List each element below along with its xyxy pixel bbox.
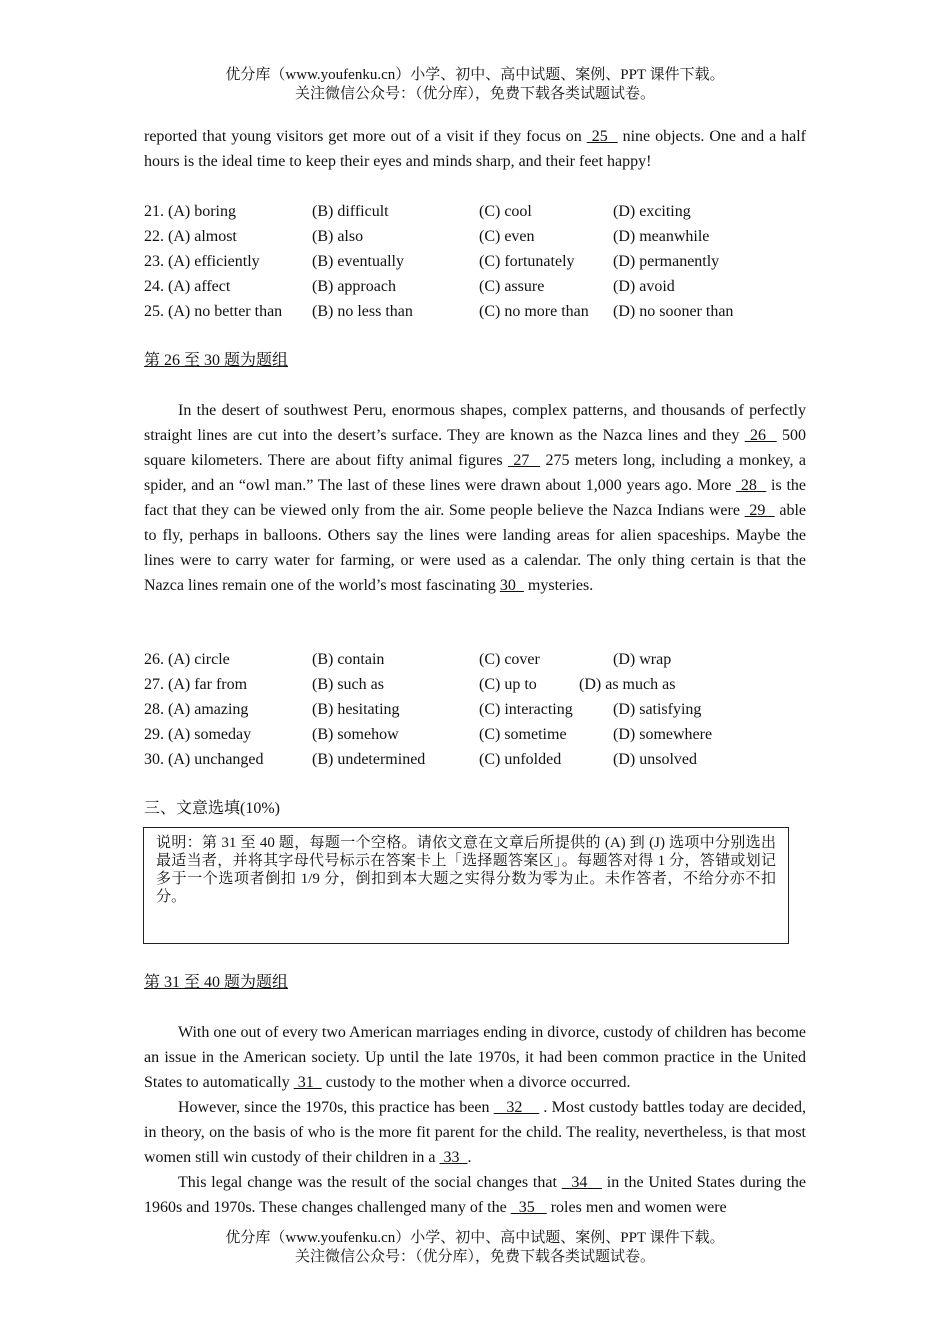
text: nine objects. One and a half hours is the ideal time to keep their eyes and minds sharp, and their feet happy! — [144, 128, 807, 170]
text: 500 square kilometers. There are about fifty animal figures — [144, 427, 807, 469]
option-a: 30. (A) unchanged — [144, 751, 264, 768]
text: In the desert of southwest Peru, enormous shapes, complex patterns, and thousands of perfectly straight lines are cut into the desert’s surface. They are known as the Nazca lines and they — [144, 402, 806, 444]
option-row — [144, 249, 806, 274]
option-b: (B) contain — [312, 651, 385, 668]
group-title-26-30: 第 26 至 30 题为题组 — [144, 352, 289, 369]
option-d: (D) unsolved — [613, 751, 697, 768]
option-d: (D) meanwhile — [613, 228, 710, 245]
text: mysteries. — [523, 577, 594, 594]
option-d: (D) somewhere — [613, 726, 713, 743]
blank-33: 33 — [439, 1149, 468, 1166]
blank-32: 32 — [493, 1099, 540, 1116]
text: However, since the 1970s, this practice has been — [178, 1099, 494, 1116]
option-d: (D) avoid — [613, 278, 675, 295]
option-d: (D) satisfying — [613, 701, 702, 718]
option-c: (C) even — [479, 228, 535, 245]
option-c: (C) cover — [479, 651, 540, 668]
option-a: 24. (A) affect — [144, 278, 231, 295]
paragraph — [144, 1170, 806, 1220]
option-a: 29. (A) someday — [144, 726, 252, 743]
text: 275 meters long, including a monkey, a spider, and an “owl man.” The last of these lines were drawn about 1,000 years ago. More — [144, 452, 806, 494]
text: roles men and women were — [546, 1199, 727, 1216]
text: in the United States during the 1960s and 1970s. These changes challenged many of the — [144, 1174, 807, 1216]
option-a: 26. (A) circle — [144, 651, 230, 668]
option-row — [144, 747, 806, 772]
instructions-box: 说明：第 31 至 40 题，每题一个空格。请依文意在文章后所提供的 (A) 到 (J) 选项中分别选出最适当者，并将其字母代号标示在答案卡上「选择题答案区」。每题答对得 1 分，答错或划记多于一个选项者倒扣 1/9 分，倒扣到本大题之实得分数为零为止。未作答者，不给分亦不扣分。 — [143, 827, 789, 944]
paragraph — [144, 1095, 806, 1170]
option-row — [144, 647, 806, 672]
option-row — [144, 224, 806, 249]
option-b: (B) undetermined — [312, 751, 426, 768]
option-b: (B) eventually — [312, 253, 404, 270]
text: able to fly, perhaps in balloons. Others say the lines were landing areas for alien spaceships. Maybe the lines were to carry water for farming, or were used as a calendar. The only thing certain is that the Nazca lines remain one of the world’s most fascinating — [144, 502, 807, 594]
option-a: 27. (A) far from — [144, 676, 248, 693]
option-a: 23. (A) efficiently — [144, 253, 260, 270]
option-row — [144, 697, 806, 722]
option-c: (C) unfolded — [479, 751, 562, 768]
option-d: (D) permanently — [613, 253, 720, 270]
blank-30: 30 — [499, 577, 524, 594]
text: This legal change was the result of the social changes that — [178, 1174, 562, 1191]
option-d: (D) wrap — [613, 651, 672, 668]
option-c: (C) cool — [479, 203, 532, 220]
group-title-31-40: 第 31 至 40 题为题组 — [144, 974, 289, 991]
option-b: (B) difficult — [312, 203, 389, 220]
option-a: 22. (A) almost — [144, 228, 237, 245]
option-c: (C) fortunately — [479, 253, 575, 270]
text: reported that young visitors get more out of a visit if they focus on — [144, 128, 587, 145]
text: . Most custody battles today are decided, in theory, on the basis of who is the more fit parent for the child. The reality, nevertheless, is that most women still win custody of their children in a — [144, 1099, 806, 1166]
option-row — [144, 672, 806, 697]
passage-1-tail — [144, 124, 806, 174]
blank-29: 29 — [744, 502, 775, 519]
paragraph — [144, 1020, 806, 1095]
option-b: (B) hesitating — [312, 701, 400, 718]
option-row — [144, 274, 806, 299]
passage-3 — [144, 1020, 806, 1220]
blank-25: 25 — [586, 128, 618, 145]
option-c: (C) no more than — [479, 303, 589, 320]
paragraph — [144, 124, 806, 174]
blank-35: 35 — [510, 1199, 547, 1216]
text: . — [467, 1149, 472, 1166]
option-b: (B) also — [312, 228, 364, 245]
option-c: (C) interacting — [479, 701, 573, 718]
page-header — [0, 66, 950, 104]
option-d: (D) as much as — [579, 676, 676, 693]
options-21-25 — [144, 199, 806, 324]
option-row — [144, 722, 806, 747]
paragraph — [144, 398, 806, 598]
option-row — [144, 299, 806, 324]
option-a: 25. (A) no better than — [144, 303, 283, 320]
text: is the fact that they can be viewed only from the air. Some people believe the Nazca Indians were — [144, 477, 807, 519]
option-a: 28. (A) amazing — [144, 701, 249, 718]
text: custody to the mother when a divorce occurred. — [321, 1074, 631, 1091]
option-row — [144, 199, 806, 224]
option-c: (C) sometime — [479, 726, 567, 743]
footer-line-2: 关注微信公众号：（优分库），免费下载各类试题试卷。 — [294, 1249, 655, 1265]
option-a: 21. (A) boring — [144, 203, 236, 220]
header-line-1: 优分库（www.youfenku.cn）小学、初中、高中试题、案例、PPT 课件下载。 — [225, 67, 725, 83]
blank-28: 28 — [736, 477, 767, 494]
blank-34: 34 — [561, 1174, 602, 1191]
text: With one out of every two American marriages ending in divorce, custody of children has become an issue in the American society. Up until the late 1970s, it had been common practice in the United States to automatically — [144, 1024, 806, 1091]
option-b: (B) such as — [312, 676, 384, 693]
option-c: (C) up to — [479, 676, 537, 693]
option-d: (D) no sooner than — [613, 303, 734, 320]
header-line-2: 关注微信公众号：（优分库），免费下载各类试题试卷。 — [294, 86, 655, 102]
passage-2 — [144, 398, 806, 598]
blank-26: 26 — [744, 427, 777, 444]
option-b: (B) no less than — [312, 303, 413, 320]
option-b: (B) somehow — [312, 726, 399, 743]
blank-31: 31 — [293, 1074, 322, 1091]
page-footer — [0, 1229, 950, 1267]
option-d: (D) exciting — [613, 203, 691, 220]
options-26-30 — [144, 647, 806, 772]
option-c: (C) assure — [479, 278, 545, 295]
blank-27: 27 — [507, 452, 541, 469]
footer-line-1: 优分库（www.youfenku.cn）小学、初中、高中试题、案例、PPT 课件下载。 — [225, 1230, 725, 1246]
section-3-title: 三、文意选填(10%) — [144, 800, 280, 817]
option-b: (B) approach — [312, 278, 396, 295]
